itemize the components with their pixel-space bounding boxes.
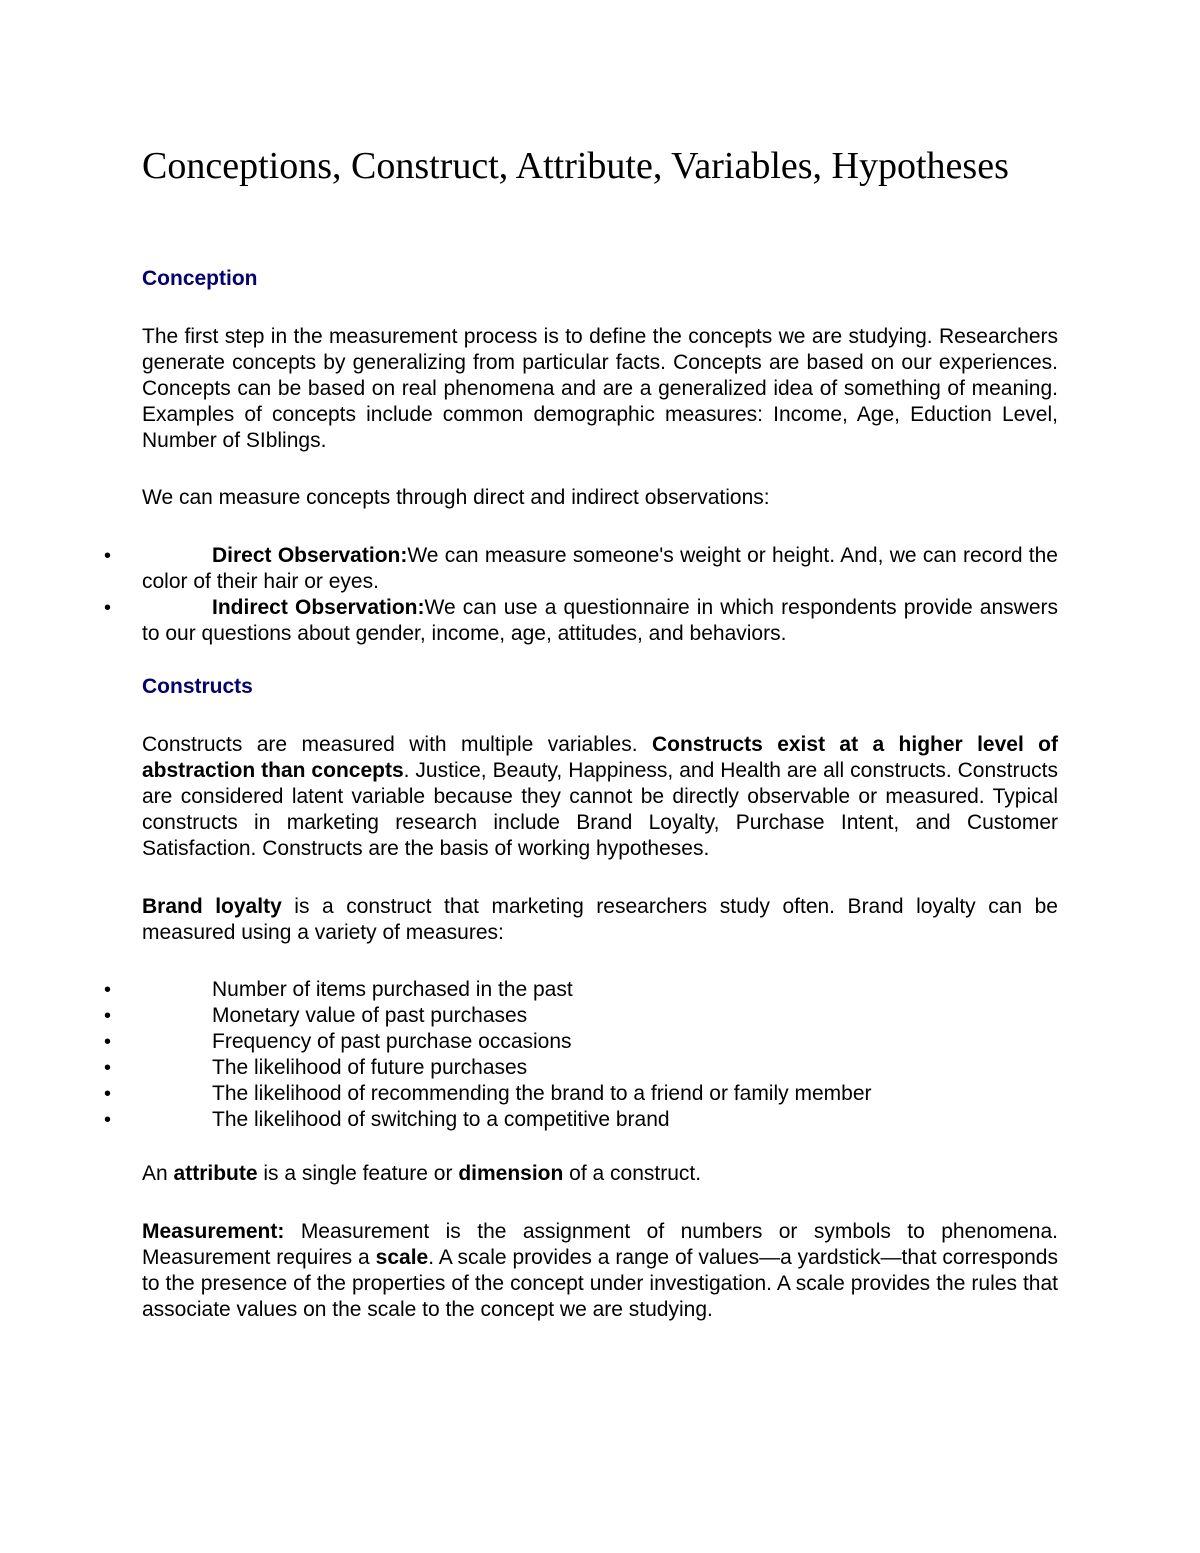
bullet-icon: • (104, 1031, 112, 1053)
constructs-text-b: . Justice, Beauty, Happiness, and Health are all constructs. Constructs are considered latent variable because they cannot be directly observable or measured. Typical constructs in marketing research include Brand Loyalty, Purchase Intent, and Customer Satisfaction. Constructs are the basis of working hypotheses. (142, 759, 1058, 860)
bullet-icon: • (104, 1005, 112, 1027)
bullet-icon: • (104, 1109, 112, 1131)
constructs-paragraph (142, 732, 1058, 862)
measure-text: The likelihood of future purchases (212, 1056, 528, 1079)
measurement-text-a: Measurement is the assignment of numbers or symbols to phenomena. Measurement requires a (142, 1220, 1058, 1269)
brand-loyalty-paragraph (142, 894, 1058, 946)
measurement-paragraph (142, 1219, 1058, 1323)
indirect-observation-term: Indirect Observation: (212, 596, 425, 619)
constructs-bold: Constructs exist at a higher level of abstraction than concepts (142, 733, 1058, 782)
list-item (0, 1081, 1058, 1107)
direct-observation-text: We can measure someone's weight or height. And, we can record the color of their hair or eyes. (142, 544, 1058, 593)
bullet-icon: • (104, 1057, 112, 1079)
indirect-observation-text: We can use a questionnaire in which respondents provide answers to our questions about gender, income, age, attitudes, and behaviors. (142, 596, 1058, 645)
measure-text: Monetary value of past purchases (212, 1004, 528, 1027)
list-item (0, 1107, 1058, 1133)
conception-paragraph: The first step in the measurement process is to define the concepts we are studying. Researchers generate concepts by generalizing from particular facts. Concepts are based on our experiences. Concepts can be based on real phenomena and are a generalized idea of something of meaning. Examples of concepts include common demographic measures: Income, Age, Eduction Level, Number of SIblings. (142, 325, 1058, 452)
bullet-icon: • (104, 597, 112, 619)
measurement-bold: Measurement: (142, 1220, 285, 1243)
measurement-text-b: . A scale provides a range of values—a yardstick—that corresponds to the presence of the properties of the concept under investigation. A scale provides the rules that associate values on the scale to the concept we are studying. (142, 1246, 1058, 1321)
constructs-text-a: Constructs are measured with multiple variables. (142, 733, 652, 756)
attribute-paragraph (142, 1161, 1058, 1187)
document-title: Conceptions, Construct, Attribute, Variables, Hypotheses (142, 145, 1009, 187)
list-item (0, 595, 1058, 647)
dimension-bold: dimension (458, 1162, 564, 1185)
brand-loyalty-bold: Brand loyalty (142, 895, 282, 918)
direct-observation-term: Direct Observation: (212, 544, 408, 567)
attribute-text-b: is a single feature or (257, 1162, 459, 1185)
attribute-text-a: An (142, 1162, 174, 1185)
attribute-text-c: of a construct. (563, 1162, 702, 1185)
heading-conception: Conception (142, 267, 258, 290)
measure-text: The likelihood of recommending the brand to a friend or family member (212, 1082, 872, 1105)
heading-constructs: Constructs (142, 675, 253, 698)
observation-intro: We can measure concepts through direct and indirect observations: (142, 486, 770, 509)
scale-bold: scale (375, 1246, 429, 1269)
measures-list (0, 977, 1058, 1133)
list-item (0, 977, 1058, 1003)
list-item (0, 543, 1058, 595)
measure-text: The likelihood of switching to a competitive brand (212, 1108, 670, 1131)
bullet-icon: • (104, 1083, 112, 1105)
list-item (0, 1003, 1058, 1029)
bullet-icon: • (104, 545, 112, 567)
list-item (0, 1029, 1058, 1055)
attribute-bold: attribute (173, 1162, 258, 1185)
observation-list (0, 543, 1058, 647)
bullet-icon: • (104, 979, 112, 1001)
measure-text: Frequency of past purchase occasions (212, 1030, 572, 1053)
measure-text: Number of items purchased in the past (212, 978, 573, 1001)
list-item (0, 1055, 1058, 1081)
brand-loyalty-text: is a construct that marketing researchers study often. Brand loyalty can be measured using a variety of measures: (142, 895, 1058, 944)
